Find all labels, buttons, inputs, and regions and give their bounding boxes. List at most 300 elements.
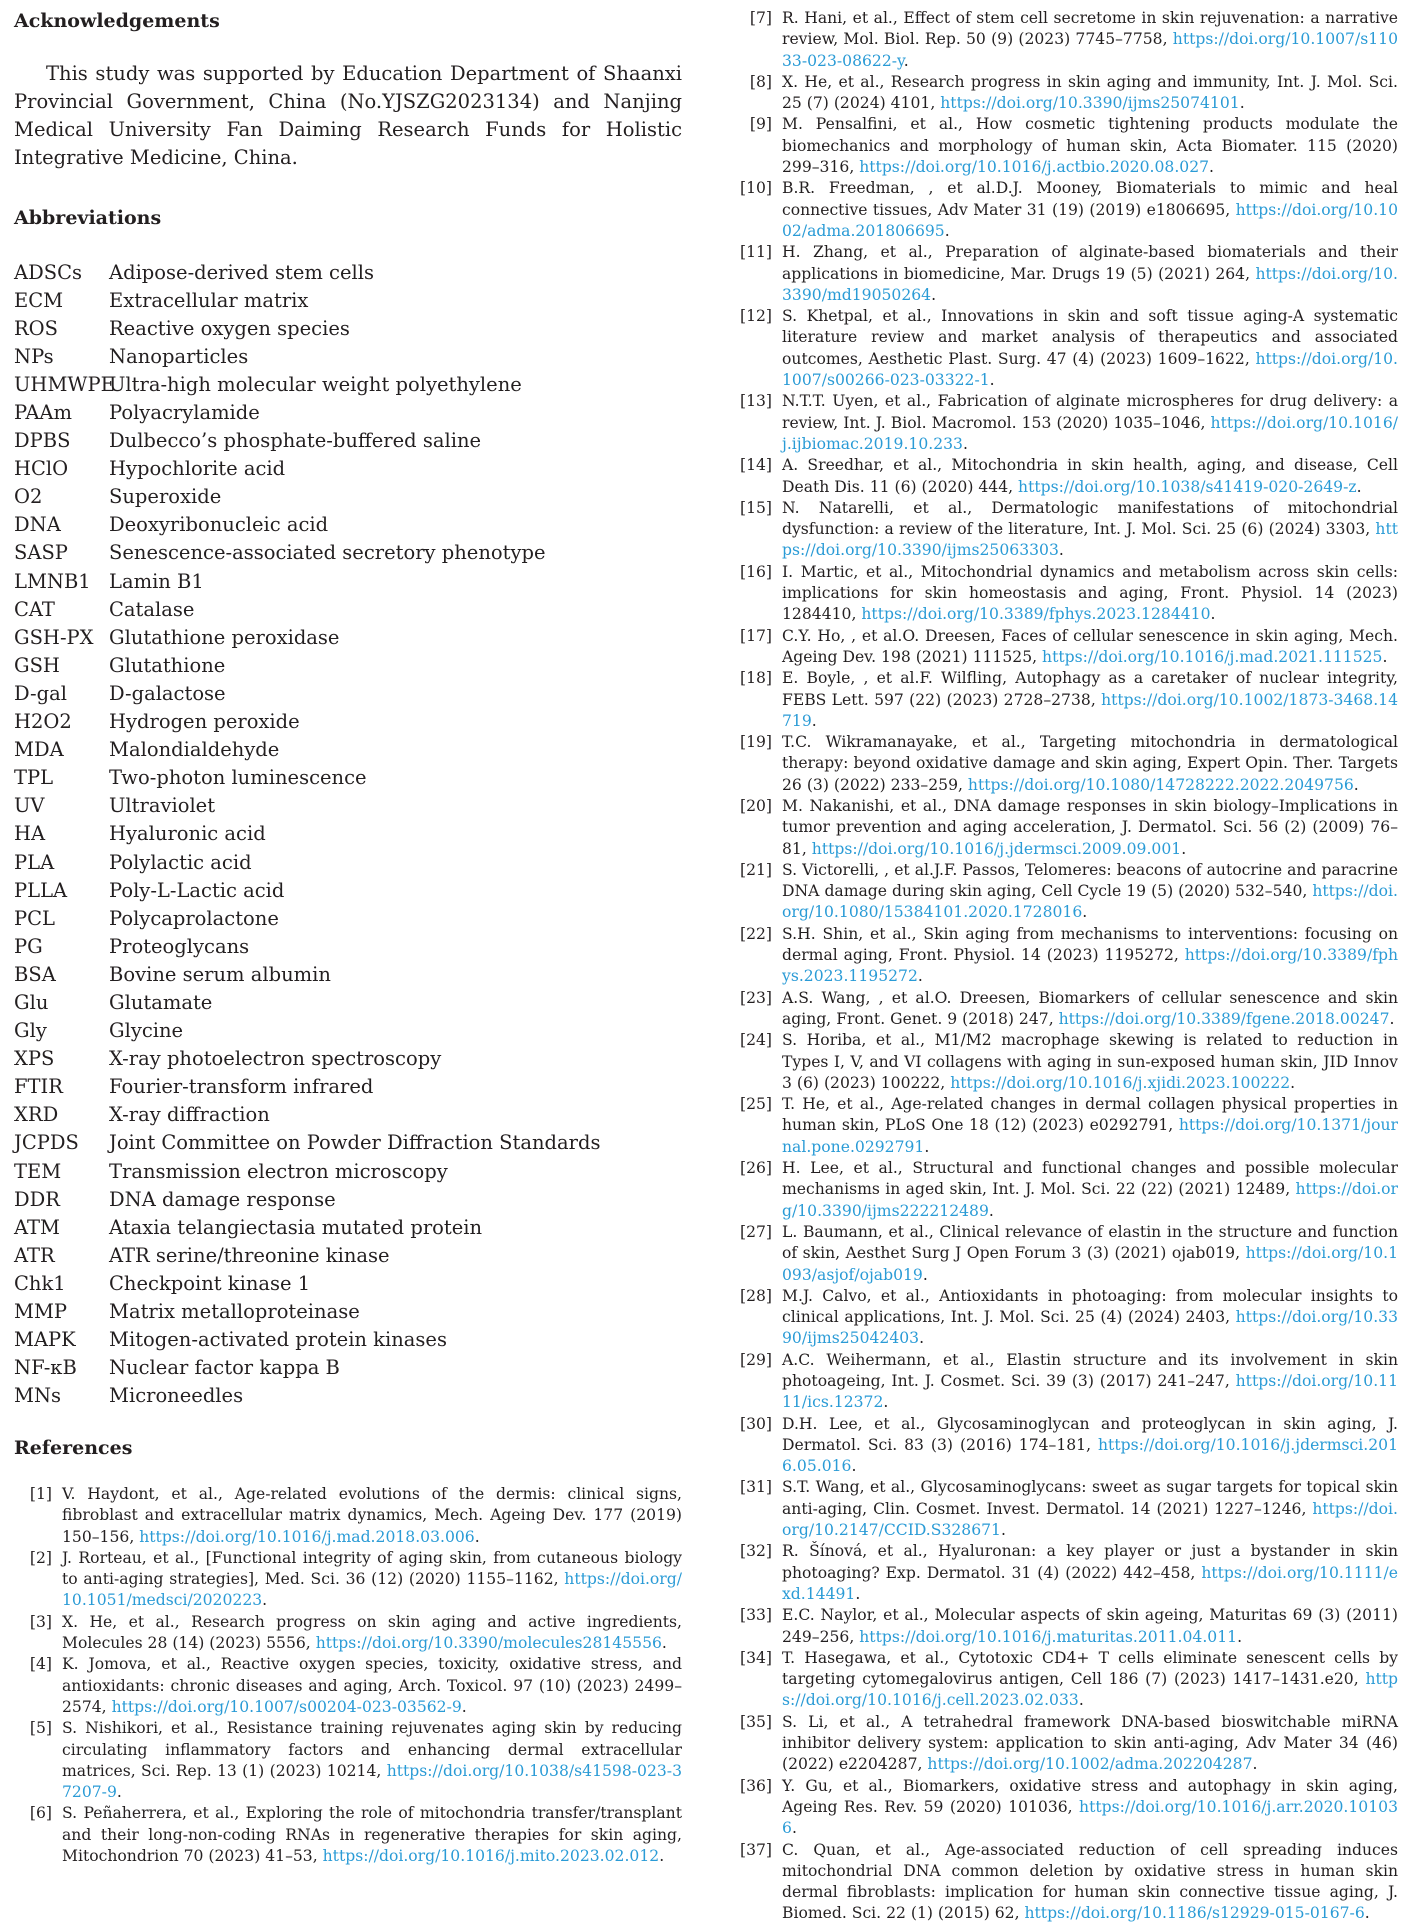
- reference-item: [740, 1350, 1398, 1414]
- reference-end-punctuation: .: [1290, 1073, 1296, 1092]
- reference-item: [14, 1718, 682, 1803]
- reference-end-punctuation: .: [855, 1584, 861, 1603]
- reference-end-punctuation: .: [461, 1697, 467, 1716]
- abbreviation-term: XRD: [14, 1103, 59, 1127]
- abbreviation-term: PCL: [14, 906, 55, 930]
- reference-end-punctuation: .: [1210, 605, 1216, 624]
- doi-link[interactable]: https://doi.org/10.1016/j.arr.2020.101036: [782, 1797, 1398, 1838]
- reference-text: [782, 1286, 1398, 1350]
- reference-number: [15]: [740, 498, 773, 517]
- abbreviation-definition: Polylactic acid: [109, 850, 252, 874]
- abbreviation-row: [14, 876, 682, 904]
- reference-end-punctuation: .: [1078, 1691, 1084, 1710]
- abbreviation-term: LMNB1: [14, 569, 91, 593]
- reference-citation: S.T. Wang, et al., Glycosaminoglycans: sweet as sugar targets for topical skin anti-aging, Clin. Cosmet. Invest. Dermatol. 14 (2021) 1227–1246,: [782, 1478, 1398, 1518]
- reference-citation: M. Pensalfini, et al., How cosmetic tightening products modulate the biomechanics and morphology of human skin, Acta Biomater. 115 (2020) 299–316,: [782, 115, 1398, 177]
- doi-link[interactable]: https://doi.org/10.1016/j.xjidi.2023.100222: [950, 1073, 1291, 1092]
- reference-item: [740, 1776, 1398, 1840]
- reference-citation: T. Hasegawa, et al., Cytotoxic CD4+ T cells eliminate senescent cells by targeting cytomegalovirus antigen, Cell 186 (7) (2023) 1417–1431.e20,: [782, 1648, 1398, 1689]
- doi-link[interactable]: https://doi.org/10.3390/molecules28145556: [315, 1634, 662, 1653]
- reference-end-punctuation: .: [811, 711, 817, 730]
- abbreviation-definition: Checkpoint kinase 1: [109, 1271, 311, 1295]
- abbreviation-term: ECM: [14, 288, 64, 312]
- reference-item: [740, 391, 1398, 455]
- doi-link[interactable]: https://doi.org/10.3389/fgene.2018.00247: [1058, 1009, 1390, 1028]
- reference-citation: T. He, et al., Age-related changes in dermal collagen physical properties in human skin, PLoS One 18 (12) (2023) e0292791,: [782, 1095, 1398, 1135]
- abbreviation-row: [14, 679, 682, 707]
- doi-link[interactable]: https://doi.org/10.1016/j.jdermsci.2016.05.016: [782, 1435, 1398, 1476]
- abbreviation-definition: Proteoglycans: [109, 934, 250, 958]
- abbreviation-term: PLLA: [14, 878, 68, 902]
- abbreviation-term: SASP: [14, 541, 68, 565]
- reference-item: [740, 562, 1398, 626]
- abbreviation-row: [14, 483, 682, 511]
- reference-text: [782, 1648, 1398, 1712]
- reference-number: [4]: [29, 1655, 52, 1674]
- reference-citation: S.H. Shin, et al., Skin aging from mechanisms to interventions: focusing on dermal aging, Front. Physiol. 14 (2023) 1195272,: [782, 924, 1398, 965]
- reference-item: [740, 668, 1398, 732]
- reference-item: [740, 72, 1398, 115]
- doi-link[interactable]: https://doi.org/10.1111/exd.14491: [782, 1563, 1398, 1603]
- abbreviation-term: GSH-PX: [14, 625, 94, 649]
- abbreviation-term: MNs: [14, 1384, 62, 1408]
- reference-text: [782, 114, 1398, 178]
- reference-text: [782, 1222, 1398, 1286]
- abbreviation-term: XPS: [14, 1047, 55, 1071]
- doi-link[interactable]: https://doi.org/10.1007/s00266-023-03322-1: [782, 349, 1398, 390]
- reference-item: [740, 1477, 1398, 1541]
- reference-text: [782, 72, 1398, 115]
- reference-end-punctuation: .: [917, 967, 923, 986]
- abbreviation-row: [14, 370, 682, 398]
- doi-link[interactable]: https://doi.org/10.1016/j.ijbiomac.2019.10.233: [782, 413, 1398, 453]
- abbreviation-row: [14, 286, 682, 314]
- reference-citation: K. Jomova, et al., Reactive oxygen species, toxicity, oxidative stress, and antioxidants: chronic diseases and aging, Arch. Toxicol. 97 (10) (2023) 2499–2574,: [62, 1655, 682, 1716]
- reference-number: [36]: [740, 1776, 773, 1795]
- abbreviation-definition: Transmission electron microscopy: [109, 1159, 448, 1183]
- reference-text: [782, 391, 1398, 455]
- abbreviation-definition: Polyacrylamide: [109, 401, 260, 425]
- reference-item: [740, 1158, 1398, 1222]
- abbreviation-row: [14, 651, 682, 679]
- reference-end-punctuation: .: [1239, 94, 1245, 113]
- reference-number: [1]: [29, 1485, 52, 1503]
- reference-citation: V. Haydont, et al., Age-related evolutions of the dermis: clinical signs, fibroblast and extracellular matrix dynamics, Mech. Ageing Dev. 177 (2019) 150–156,: [62, 1485, 682, 1546]
- reference-number: [6]: [29, 1804, 52, 1823]
- doi-link[interactable]: https://doi.org/10.1016/j.maturitas.2011.04.011: [859, 1627, 1238, 1646]
- reference-text: [782, 668, 1398, 732]
- abbreviation-term: DDR: [14, 1187, 60, 1211]
- reference-number: [21]: [740, 860, 773, 879]
- reference-citation: A.C. Weihermann, et al., Elastin structure and its involvement in skin photoageing, Int. J. Cosmet. Sci. 39 (3) (2017) 241–247,: [782, 1350, 1398, 1390]
- abbreviation-row: [14, 1241, 682, 1269]
- reference-number: [11]: [740, 243, 773, 262]
- reference-item: [740, 1030, 1398, 1094]
- reference-number: [2]: [29, 1548, 52, 1567]
- reference-item: [740, 860, 1398, 924]
- abbreviation-term: DNA: [14, 513, 61, 537]
- reference-text: [782, 1158, 1398, 1222]
- abbreviation-row: [14, 623, 682, 651]
- reference-citation: D.H. Lee, et al., Glycosaminoglycan and proteoglycan in skin aging, J. Dermatol. Sci. 83 (3) (2016) 174–181,: [782, 1414, 1398, 1454]
- reference-citation: M. Nakanishi, et al., DNA damage responses in skin biology–Implications in tumor prevention and aging acceleration, J. Dermatol. Sci. 56 (2) (2009) 76–81,: [782, 796, 1398, 858]
- reference-citation: S. Victorelli, , et al.J.F. Passos, Telomeres: beacons of autocrine and paracrine DNA damage during skin aging, Cell Cycle 19 (5) (2020) 532–540,: [782, 860, 1398, 901]
- abbreviation-definition: Microneedles: [109, 1384, 244, 1408]
- abbreviation-row: [14, 1213, 682, 1241]
- doi-link[interactable]: https://doi.org/10.1093/asjof/ojab019: [782, 1244, 1398, 1284]
- reference-number: [13]: [740, 392, 773, 411]
- reference-item: [740, 1094, 1398, 1158]
- reference-item: [740, 1222, 1398, 1286]
- abbreviation-term: DPBS: [14, 429, 71, 453]
- reference-item: [740, 796, 1398, 860]
- reference-item: [740, 988, 1398, 1031]
- doi-link[interactable]: https://doi.org/10.1371/journal.pone.0292791: [782, 1116, 1398, 1156]
- abbreviation-row: [14, 1045, 682, 1073]
- reference-text: [782, 455, 1398, 498]
- reference-end-punctuation: .: [924, 1137, 930, 1156]
- abbreviation-definition: Reactive oxygen species: [109, 316, 350, 340]
- reference-number: [22]: [740, 924, 773, 943]
- reference-text: [782, 860, 1398, 924]
- reference-end-punctuation: .: [1000, 1521, 1006, 1540]
- abbreviation-definition: Catalase: [109, 597, 195, 621]
- abbreviation-row: [14, 1017, 682, 1045]
- reference-item: [14, 1612, 682, 1655]
- reference-end-punctuation: .: [661, 1634, 667, 1653]
- reference-end-punctuation: .: [922, 1265, 928, 1284]
- abbreviation-row: [14, 1129, 682, 1157]
- reference-number: [25]: [740, 1095, 773, 1114]
- abbreviation-definition: Glycine: [109, 1019, 184, 1043]
- doi-link[interactable]: https://doi.org/10.2147/CCID.S328671: [782, 1499, 1398, 1540]
- abbreviation-term: JCPDS: [14, 1131, 79, 1155]
- abbreviation-row: [14, 314, 682, 342]
- acknowledgements-heading: Acknowledgements: [14, 10, 220, 32]
- abbreviation-row: [14, 455, 682, 483]
- reference-list-right: [740, 8, 1398, 1925]
- doi-link[interactable]: https://doi.org/10.1051/medsci/2020223: [62, 1570, 682, 1610]
- reference-text: [782, 1030, 1398, 1094]
- reference-text: [782, 1414, 1398, 1478]
- reference-text: [782, 8, 1398, 72]
- abbreviation-definition: Hyaluronic acid: [109, 822, 266, 846]
- reference-citation: B.R. Freedman, , et al.D.J. Mooney, Biomaterials to mimic and heal connective tissues, Adv Mater 31 (19) (2019) e1806695,: [782, 179, 1398, 219]
- reference-end-punctuation: .: [116, 1783, 122, 1802]
- doi-link[interactable]: https://doi.org/10.1038/s41419-020-2649-z: [1018, 477, 1357, 496]
- abbreviation-row: [14, 904, 682, 932]
- doi-link[interactable]: https://doi.org/10.3390/ijms25074101: [940, 94, 1240, 113]
- reference-end-punctuation: .: [1364, 1904, 1370, 1923]
- abbreviation-term: PG: [14, 934, 43, 958]
- abbreviation-row: [14, 932, 682, 960]
- abbreviation-definition: Ataxia telangiectasia mutated protein: [109, 1215, 483, 1239]
- reference-number: [26]: [740, 1159, 773, 1178]
- abbreviation-term: PAAm: [14, 401, 72, 425]
- reference-item: [14, 1654, 682, 1718]
- reference-item: [740, 114, 1398, 178]
- reference-number: [27]: [740, 1222, 773, 1241]
- reference-citation: C. Quan, et al., Age-associated reduction of cell spreading induces mitochondrial DNA common deletion by oxidative stress in human skin dermal fibroblasts: implication for human skin connective tissue aging, J. Biomed. Sci. 22 (1) (2015) 62,: [782, 1840, 1398, 1923]
- abbreviation-definition: Nuclear factor kappa B: [109, 1356, 340, 1380]
- reference-end-punctuation: .: [1082, 903, 1088, 922]
- reference-number: [10]: [740, 179, 773, 198]
- reference-citation: R. Hani, et al., Effect of stem cell secretome in skin rejuvenation: a narrative review, Mol. Biol. Rep. 50 (9) (2023) 7745–7758,: [782, 9, 1398, 49]
- abbreviation-row: [14, 595, 682, 623]
- abbreviation-term: MAPK: [14, 1328, 76, 1352]
- doi-link[interactable]: https://doi.org/10.3390/ijms25063303: [782, 520, 1398, 560]
- reference-citation: N. Natarelli, et al., Dermatologic manifestations of mitochondrial dysfunction: a review of the literature, Int. J. Mol. Sci. 25 (6) (2024) 3303,: [782, 498, 1398, 539]
- reference-number: [12]: [740, 307, 773, 326]
- reference-citation: X. He, et al., Research progress on skin aging and active ingredients, Molecules 28 (14) (2023) 5556,: [62, 1612, 682, 1653]
- abbreviation-definition: X-ray diffraction: [109, 1103, 270, 1127]
- reference-number: [20]: [740, 796, 773, 815]
- doi-link[interactable]: https://doi.org/10.1002/1873-3468.14719: [782, 690, 1398, 730]
- abbreviation-definition: Poly-L-Lactic acid: [109, 878, 285, 902]
- abbreviation-term: TEM: [14, 1159, 62, 1183]
- abbreviation-term: BSA: [14, 962, 56, 986]
- reference-text: [782, 1776, 1398, 1840]
- doi-link[interactable]: https://doi.org/10.1016/j.jdermsci.2009.09.001: [811, 839, 1182, 858]
- reference-text: [782, 1840, 1398, 1925]
- doi-link[interactable]: https://doi.org/10.3389/fphys.2023.1284410: [861, 605, 1211, 624]
- abbreviation-definition: Lamin B1: [109, 569, 204, 593]
- reference-item: [740, 8, 1398, 72]
- reference-number: [29]: [740, 1350, 773, 1369]
- reference-text: [62, 1612, 682, 1655]
- reference-end-punctuation: .: [1181, 839, 1187, 858]
- reference-number: [19]: [740, 733, 773, 752]
- reference-list-left: [14, 1484, 682, 1867]
- reference-end-punctuation: .: [474, 1527, 480, 1546]
- abbreviation-definition: Joint Committee on Powder Diffraction Standards: [109, 1131, 601, 1155]
- abbreviation-row: [14, 764, 682, 792]
- reference-end-punctuation: .: [988, 1201, 994, 1220]
- reference-number: [33]: [740, 1606, 773, 1625]
- reference-citation: N.T.T. Uyen, et al., Fabrication of alginate microspheres for drug delivery: a review, Int. J. Biol. Macromol. 153 (2020) 1035–1046,: [782, 392, 1398, 432]
- abbreviation-row: [14, 1354, 682, 1382]
- reference-number: [17]: [740, 626, 773, 645]
- reference-item: [740, 924, 1398, 988]
- reference-citation: R. Šínová, et al., Hyaluronan: a key player or just a bystander in skin photoaging? Exp. Dermatol. 31 (4) (2022) 442–458,: [782, 1542, 1398, 1582]
- reference-citation: A. Sreedhar, et al., Mitochondria in skin health, aging, and disease, Cell Death Dis. 11 (6) (2020) 444,: [782, 456, 1398, 496]
- reference-number: [28]: [740, 1286, 773, 1305]
- reference-citation: S. Khetpal, et al., Innovations in skin and soft tissue aging-A systematic literature review and market analysis of therapeutics and associated outcomes, Aesthetic Plast. Surg. 47 (4) (2023) 1609–1622,: [782, 307, 1398, 368]
- reference-text: [62, 1718, 682, 1803]
- reference-number: [7]: [749, 9, 772, 27]
- abbreviation-definition: Fourier-transform infrared: [109, 1075, 374, 1099]
- reference-item: [740, 455, 1398, 498]
- abbreviation-definition: Glutathione peroxidase: [109, 625, 340, 649]
- abbreviation-definition: ATR serine/threonine kinase: [109, 1243, 390, 1267]
- abbreviation-row: [14, 1185, 682, 1213]
- doi-link[interactable]: https://doi.org/10.1007/s00204-023-03562-9: [111, 1697, 462, 1716]
- reference-end-punctuation: .: [1209, 158, 1215, 177]
- abbreviation-term: NPs: [14, 344, 54, 368]
- doi-link[interactable]: https://doi.org/10.1016/j.cell.2023.02.033: [782, 1670, 1398, 1710]
- reference-text: [782, 796, 1398, 860]
- reference-end-punctuation: .: [262, 1591, 268, 1610]
- abbreviation-row: [14, 1382, 682, 1410]
- reference-item: [740, 732, 1398, 796]
- abbreviation-row: [14, 1326, 682, 1354]
- abbreviation-term: ATR: [14, 1243, 55, 1267]
- reference-text: [782, 732, 1398, 796]
- abbreviation-row: [14, 820, 682, 848]
- reference-citation: S. Peñaherrera, et al., Exploring the role of mitochondria transfer/transplant and their long-non-coding RNAs in regenerative therapies for skin aging, Mitochondrion 70 (2023) 41–53,: [62, 1804, 682, 1866]
- reference-text: [62, 1548, 682, 1612]
- reference-text: [782, 242, 1398, 306]
- abbreviation-row: [14, 1297, 682, 1325]
- acknowledgements-text: This study was supported by Education Department of Shaanxi Provincial Government, China (No.YJSZG2023134) and Nanjing Medical University Fan Daiming Research Funds for Holistic Integrative Medicine, China.: [14, 62, 682, 169]
- reference-end-punctuation: .: [1382, 647, 1388, 666]
- doi-link[interactable]: https://doi.org/10.3390/md19050264: [782, 264, 1398, 304]
- reference-end-punctuation: .: [944, 221, 950, 240]
- reference-number: [31]: [740, 1478, 773, 1497]
- reference-citation: Y. Gu, et al., Biomarkers, oxidative stress and autophagy in skin aging, Ageing Res. Rev. 59 (2020) 101036,: [782, 1776, 1398, 1816]
- abbreviation-row: [14, 539, 682, 567]
- reference-citation: L. Baumann, et al., Clinical relevance of elastin in the structure and function of skin, Aesthet Surg J Open Forum 3 (3) (2021) ojab019,: [782, 1222, 1398, 1263]
- doi-link[interactable]: https://doi.org/10.1016/j.mad.2018.03.006: [139, 1527, 475, 1546]
- reference-text: [782, 1094, 1398, 1158]
- abbreviation-definition: Ultra-high molecular weight polyethylene: [109, 372, 522, 396]
- reference-number: [5]: [29, 1719, 52, 1738]
- reference-item: [740, 626, 1398, 669]
- reference-item: [740, 1541, 1398, 1605]
- doi-link[interactable]: https://doi.org/10.3389/fphys.2023.1195272: [782, 946, 1398, 986]
- abbreviation-term: PLA: [14, 850, 55, 874]
- abbreviation-row: [14, 736, 682, 764]
- reference-text: [782, 988, 1398, 1031]
- reference-citation: S. Nishikori, et al., Resistance training rejuvenates aging skin by reducing circulating inflammatory factors and enhancing dermal extracellular matrices, Sci. Rep. 13 (1) (2023) 10214,: [62, 1719, 682, 1780]
- reference-end-punctuation: .: [1356, 477, 1362, 496]
- abbreviation-row: [14, 792, 682, 820]
- abbreviation-definition: Ultraviolet: [109, 794, 216, 818]
- doi-link[interactable]: https://doi.org/10.1080/14728222.2022.2049756: [967, 775, 1354, 794]
- abbreviation-definition: X-ray photoelectron spectroscopy: [109, 1047, 442, 1071]
- abbreviation-term: UHMWPE: [14, 372, 115, 396]
- doi-link[interactable]: https://doi.org/10.1186/s12929-015-0167-6: [1024, 1904, 1365, 1923]
- abbreviation-term: ROS: [14, 316, 59, 340]
- reference-text: [782, 1712, 1398, 1776]
- abbreviation-row: [14, 511, 682, 539]
- reference-end-punctuation: .: [989, 371, 995, 390]
- abbreviation-definition: Malondialdehyde: [109, 738, 280, 762]
- abbreviation-row: [14, 258, 682, 286]
- reference-citation: X. He, et al., Research progress in skin aging and immunity, Int. J. Mol. Sci. 25 (7) (2024) 4101,: [782, 72, 1398, 113]
- reference-citation: S. Li, et al., A tetrahedral framework DNA-based bioswitchable miRNA inhibitor delivery system: application to skin anti-aging, Adv Mater 34 (46) (2022) e2204287,: [782, 1712, 1398, 1774]
- doi-link[interactable]: https://doi.org/10.1038/s41598-023-37207-9: [62, 1761, 682, 1802]
- reference-number: [37]: [740, 1840, 773, 1859]
- reference-text: [782, 1477, 1398, 1541]
- reference-citation: E. Boyle, , et al.F. Wilfling, Autophagy as a caretaker of nuclear integrity, FEBS Lett. 597 (22) (2023) 2728–2738,: [782, 669, 1398, 709]
- abbreviation-definition: D-galactose: [109, 681, 226, 705]
- doi-link[interactable]: https://doi.org/10.1016/j.actbio.2020.08.027: [859, 158, 1210, 177]
- reference-number: [8]: [749, 72, 772, 91]
- reference-text: [782, 178, 1398, 242]
- reference-end-punctuation: .: [903, 51, 909, 70]
- reference-item: [740, 242, 1398, 306]
- doi-link[interactable]: https://doi.org/10.1002/adma.202204287: [927, 1755, 1253, 1774]
- doi-link[interactable]: https://doi.org/10.1080/15384101.2020.1728016: [782, 882, 1398, 922]
- reference-text: [782, 1350, 1398, 1414]
- abbreviation-term: ATM: [14, 1215, 60, 1239]
- abbreviation-term: UV: [14, 794, 45, 818]
- reference-number: [24]: [740, 1031, 773, 1050]
- reference-text: [62, 1484, 682, 1548]
- reference-item: [740, 1648, 1398, 1712]
- abbreviation-term: MMP: [14, 1300, 68, 1324]
- reference-text: [782, 626, 1398, 669]
- abbreviation-row: [14, 1101, 682, 1129]
- abbreviation-definition: Nanoparticles: [109, 344, 249, 368]
- abbreviation-definition: Senescence-associated secretory phenotype: [109, 541, 546, 565]
- abbreviation-definition: Dulbecco’s phosphate-buffered saline: [109, 429, 482, 453]
- reference-end-punctuation: .: [1058, 541, 1064, 560]
- abbreviation-term: O2: [14, 485, 43, 509]
- abbreviation-definition: Bovine serum albumin: [109, 962, 331, 986]
- reference-end-punctuation: .: [962, 434, 968, 453]
- doi-link[interactable]: https://doi.org/10.1007/s11033-023-08622-y: [782, 30, 1398, 70]
- abbreviation-definition: Deoxyribonucleic acid: [109, 513, 329, 537]
- reference-number: [14]: [740, 456, 773, 475]
- abbreviation-row: [14, 1157, 682, 1185]
- reference-citation: C.Y. Ho, , et al.O. Dreesen, Faces of cellular senescence in skin aging, Mech. Ageing Dev. 198 (2021) 111525,: [782, 626, 1398, 666]
- doi-link[interactable]: https://doi.org/10.3390/ijms222212489: [782, 1180, 1398, 1220]
- reference-end-punctuation: .: [851, 1457, 857, 1476]
- reference-end-punctuation: .: [931, 285, 937, 304]
- abbreviation-definition: Hydrogen peroxide: [109, 710, 300, 734]
- doi-link[interactable]: https://doi.org/10.3390/ijms25042403: [782, 1308, 1398, 1348]
- abbreviation-definition: Hypochlorite acid: [109, 457, 286, 481]
- reference-citation: A.S. Wang, , et al.O. Dreesen, Biomarkers of cellular senescence and skin aging, Front. Genet. 9 (2018) 247,: [782, 988, 1398, 1028]
- abbreviation-row: [14, 567, 682, 595]
- reference-citation: I. Martic, et al., Mitochondrial dynamics and metabolism across skin cells: implications for skin homeostasis and aging, Front. Physiol. 14 (2023) 1284410,: [782, 562, 1398, 624]
- abbreviation-row: [14, 427, 682, 455]
- reference-text: [782, 562, 1398, 626]
- reference-item: [740, 178, 1398, 242]
- references-heading: References: [14, 1437, 133, 1459]
- reference-item: [740, 498, 1398, 562]
- reference-end-punctuation: .: [1389, 1009, 1395, 1028]
- reference-item: [740, 1414, 1398, 1478]
- reference-number: [35]: [740, 1712, 773, 1731]
- abbreviation-term: Gly: [14, 1019, 47, 1043]
- doi-link[interactable]: https://doi.org/10.1111/ics.12372: [782, 1372, 1398, 1412]
- reference-text: [782, 1541, 1398, 1605]
- reference-end-punctuation: .: [1252, 1755, 1258, 1774]
- reference-citation: T.C. Wikramanayake, et al., Targeting mitochondria in dermatological therapy: beyond oxidative damage and skin aging, Expert Opin. Ther. Targets 26 (3) (2022) 233–259,: [782, 733, 1398, 794]
- abbreviation-row: [14, 398, 682, 426]
- abbreviations-heading: Abbreviations: [14, 207, 162, 229]
- abbreviation-row: [14, 342, 682, 370]
- abbreviation-definition: Extracellular matrix: [109, 288, 309, 312]
- abbreviation-definition: Mitogen-activated protein kinases: [109, 1328, 447, 1352]
- abbreviation-definition: Superoxide: [109, 485, 222, 509]
- abbreviation-definition: Matrix metalloproteinase: [109, 1300, 360, 1324]
- reference-citation: S. Horiba, et al., M1/M2 macrophage skewing is related to reduction in Types I, V, and VI collagens with aging in sun-exposed human skin, JID Innov 3 (6) (2023) 100222,: [782, 1031, 1398, 1092]
- doi-link[interactable]: https://doi.org/10.1002/adma.201806695: [782, 200, 1398, 240]
- doi-link[interactable]: https://doi.org/10.1016/j.mito.2023.02.012: [322, 1847, 660, 1866]
- doi-link[interactable]: https://doi.org/10.1016/j.mad.2021.111525: [1042, 647, 1383, 666]
- abbreviations-list: [14, 258, 682, 1410]
- reference-number: [30]: [740, 1414, 773, 1433]
- abbreviation-term: FTIR: [14, 1075, 63, 1099]
- reference-item: [740, 1605, 1398, 1648]
- reference-citation: J. Rorteau, et al., [Functional integrity of aging skin, from cutaneous biology to anti-aging strategies], Med. Sci. 36 (12) (2020) 1155–1162,: [62, 1548, 682, 1589]
- reference-number: [32]: [740, 1542, 773, 1561]
- reference-item: [14, 1548, 682, 1612]
